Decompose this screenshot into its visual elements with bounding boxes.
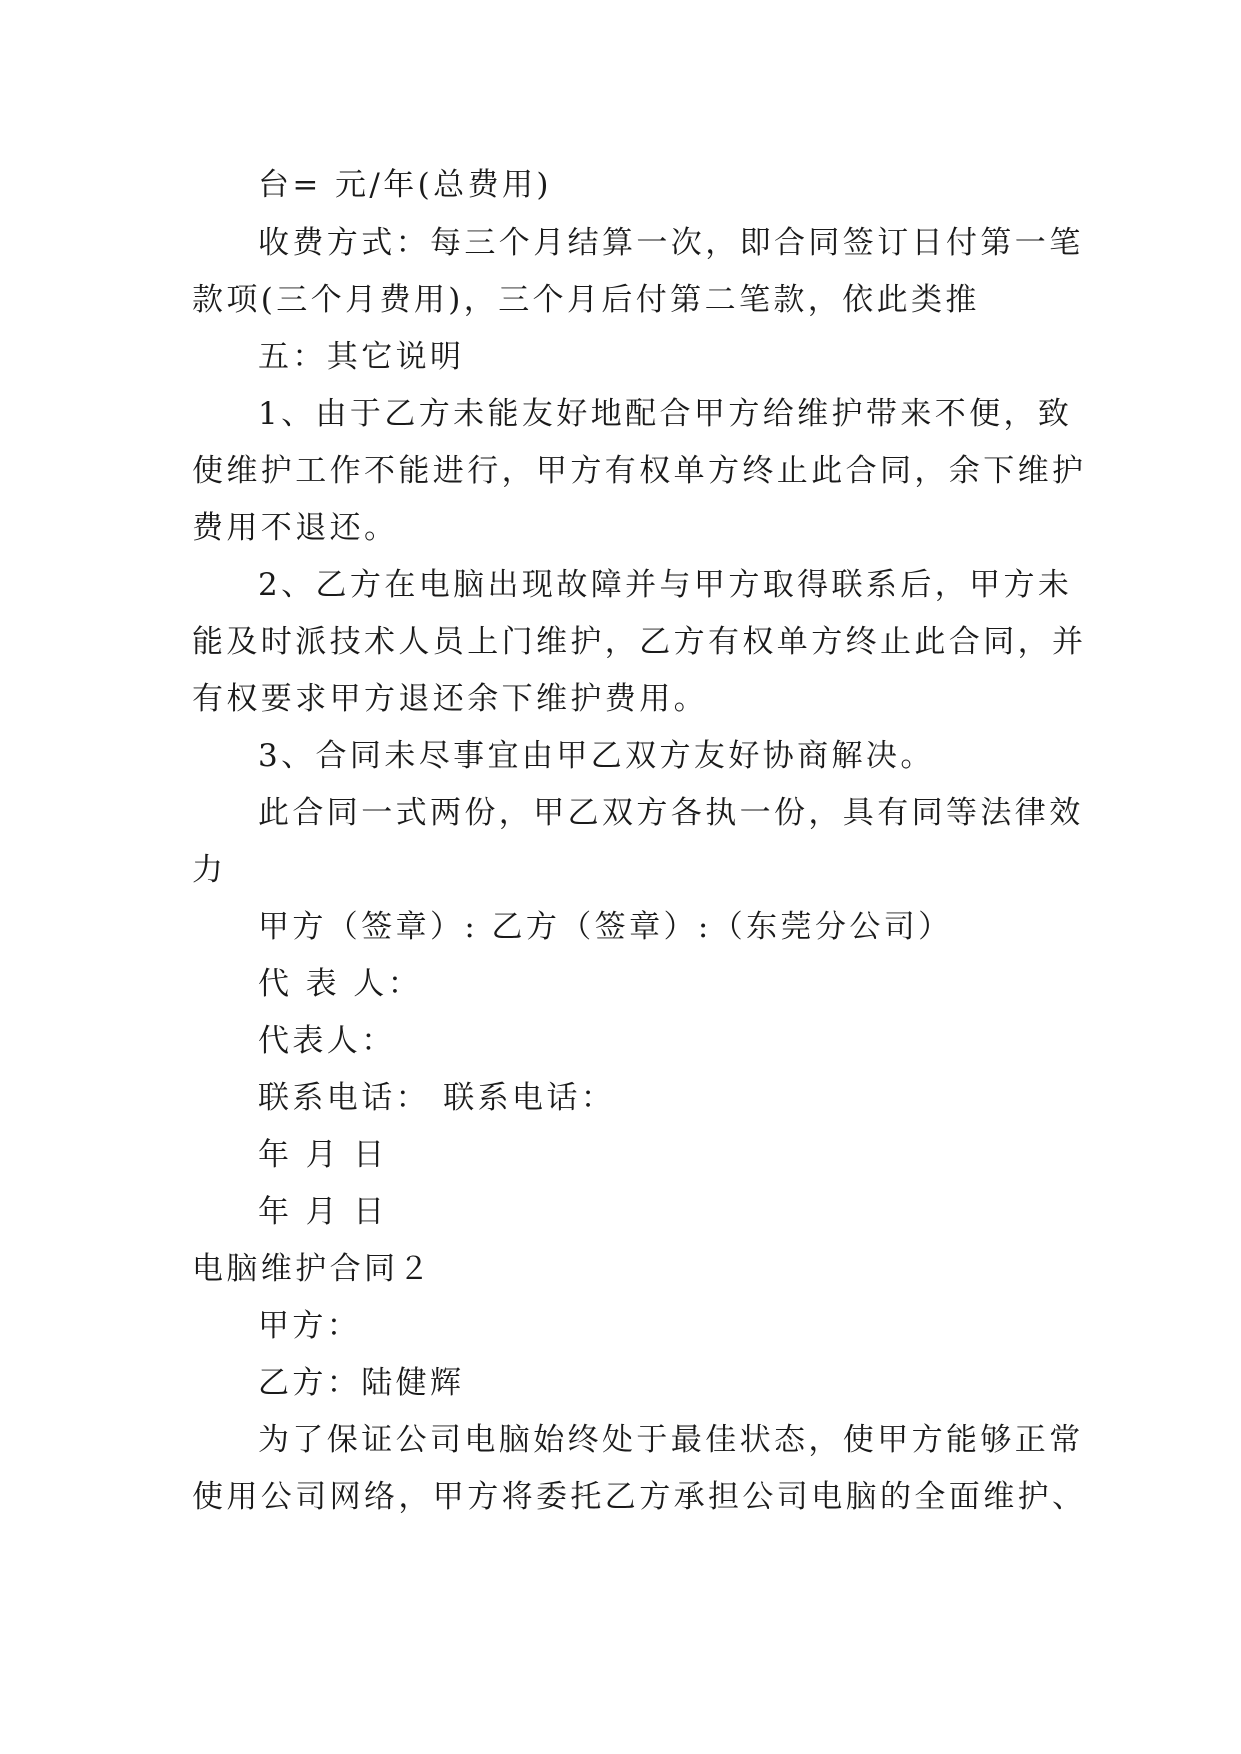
- section-five-heading: 五：其它说明: [258, 339, 465, 375]
- clause-3-line: 3、合同未尽事宜由甲乙双方友好协商解决。: [258, 738, 935, 774]
- contact-phone-line: 联系电话： 联系电话：: [258, 1080, 616, 1116]
- contract-2-title: 电脑维护合同２: [192, 1251, 433, 1287]
- purpose-line-1: 为了保证公司电脑始终处于最佳状态，使甲方能够正常: [258, 1422, 1084, 1458]
- clause-2-line-3: 有权要求甲方退还余下维护费用。: [192, 681, 708, 717]
- clause-1-line-3: 费用不退还。: [192, 510, 399, 546]
- signature-parties-line: 甲方（签章）: 乙方（签章）:（东莞分公司）: [258, 909, 953, 945]
- purpose-line-2: 使用公司网络，甲方将委托乙方承担公司电脑的全面维护、: [192, 1479, 1087, 1515]
- copies-line-2: 力: [192, 852, 227, 888]
- party-a-line: 甲方：: [258, 1308, 362, 1344]
- clause-1-line-2: 使维护工作不能进行，甲方有权单方终止此合同，余下维护: [192, 453, 1087, 489]
- representative-line-2: 代表人：: [258, 1023, 396, 1059]
- representative-line-1: 代 表 人：: [258, 966, 423, 1002]
- date-line-2: 年 月 日: [258, 1194, 388, 1230]
- clause-1-line-1: 1、由于乙方未能友好地配合甲方给维护带来不便，致: [258, 396, 1073, 432]
- clause-2-line-2: 能及时派技术人员上门维护，乙方有权单方终止此合同，并: [192, 624, 1087, 660]
- copies-line-1: 此合同一式两份，甲乙双方各执一份，具有同等法律效: [258, 795, 1084, 831]
- payment-method-line-1: 收费方式：每三个月结算一次，即合同签订日付第一笔: [258, 225, 1084, 261]
- fee-total-line: 台= 元/年(总费用): [258, 167, 552, 203]
- date-line-1: 年 月 日: [258, 1137, 388, 1173]
- party-b-line: 乙方：陆健辉: [258, 1365, 465, 1401]
- payment-method-line-2: 款项(三个月费用)，三个月后付第二笔款，依此类推: [192, 282, 980, 318]
- clause-2-line-1: 2、乙方在电脑出现故障并与甲方取得联系后，甲方未: [258, 567, 1073, 603]
